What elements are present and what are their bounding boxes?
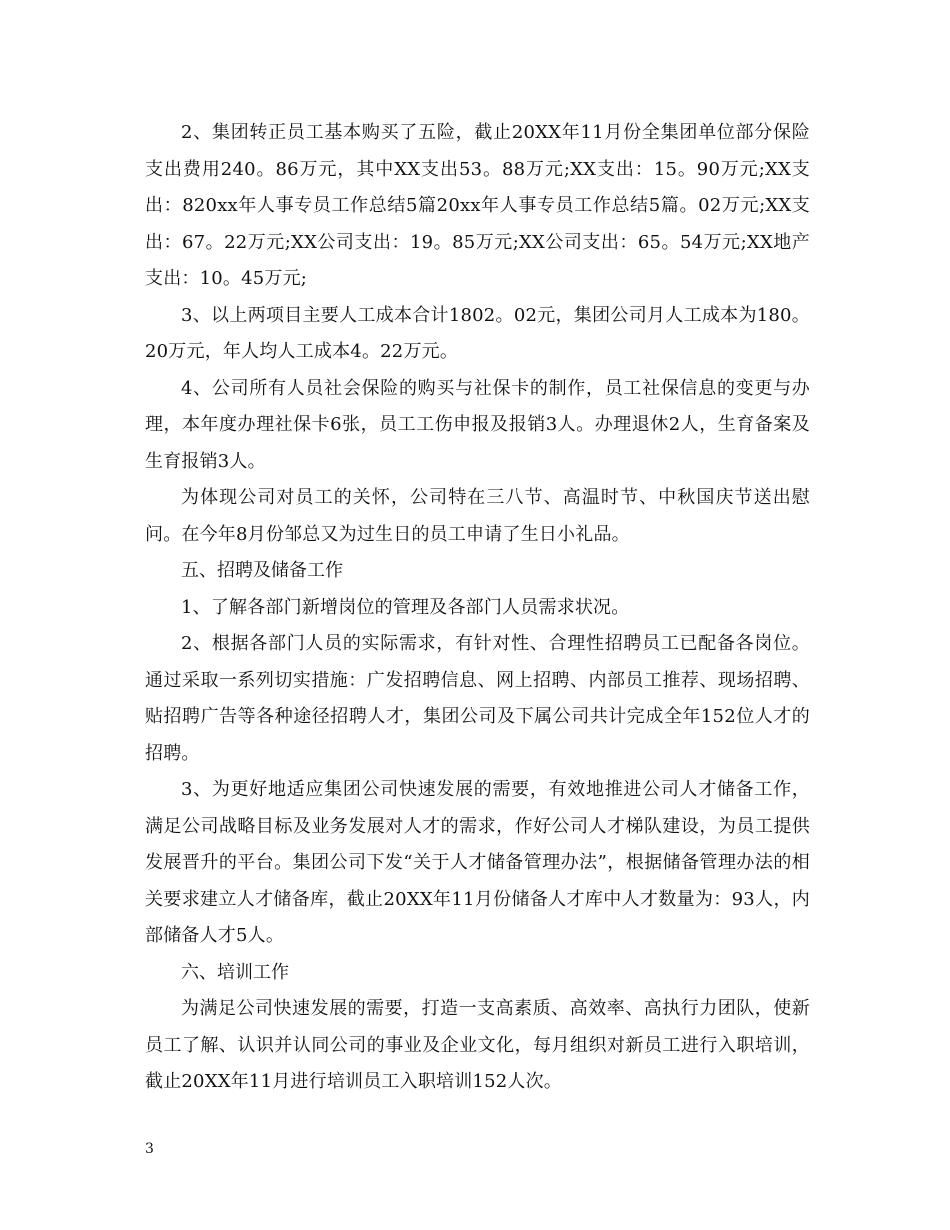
document-body [145,115,810,1101]
section-heading-training: 六、培训工作 [181,961,289,983]
paragraph-social-security: 4、公司所有人员社会保险的购买与社保卡的制作，员工社保信息的变更与办理，本年度办理社保卡6张，员工工伤申报及报销3人。办理退休2人，生育备案及生育报销3人。 [145,377,810,472]
page-number: 3 [145,1141,154,1157]
paragraph-labor-cost-total: 3、以上两项目主要人工成本合计1802。02元，集团公司月人工成本为180。20万元，年人均人工成本4。22万元。 [145,304,810,362]
paragraph-employee-care: 为体现公司对员工的关怀，公司特在三八节、高温时节、中秋国庆节送出慰问。在今年8月份邹总又为过生日的员工申请了生日小礼品。 [145,487,810,545]
paragraph-recruitment-3: 3、为更好地适应集团公司快速发展的需要，有效地推进公司人才储备工作，满足公司战略目标及业务发展对人才的需求，作好公司人才梯队建设，为员工提供发展晋升的平台。集团公司下发“关于人才储备管理办法”，根据储备管理办法的相关要求建立人才储备库，截止20XX年11月份储备人才库中人才数量为：93人，内部储备人才5人。 [145,779,810,946]
paragraph-recruitment-2: 2、根据各部门人员的实际需求，有针对性、合理性招聘员工已配备各岗位。通过采取一系列切实措施：广发招聘信息、网上招聘、内部员工推荐、现场招聘、贴招聘广告等各种途径招聘人才，集团公司及下属公司共计完成全年152位人才的招聘。 [145,633,810,764]
paragraph-recruitment-1: 1、了解各部门新增岗位的管理及各部门人员需求状况。 [181,596,630,618]
paragraph-insurance-costs: 2、集团转正员工基本购买了五险，截止20XX年11月份全集团单位部分保险支出费用240。86万元，其中XX支出53。88万元;XX支出：15。90万元;XX支出：820xx年人事专员工作总结5篇20xx年人事专员工作总结5篇。02万元;XX支出：67。22万元;XX公司支出：19。85万元;XX公司支出：65。54万元;XX地产支出：10。45万元; [145,122,810,289]
paragraph-training: 为满足公司快速发展的需要，打造一支高素质、高效率、高执行力团队，使新员工了解、认识并认同公司的事业及企业文化，每月组织对新员工进行入职培训，截止20XX年11月进行培训员工入职培训152人次。 [145,998,810,1092]
section-heading-recruitment: 五、招聘及储备工作 [181,560,343,581]
